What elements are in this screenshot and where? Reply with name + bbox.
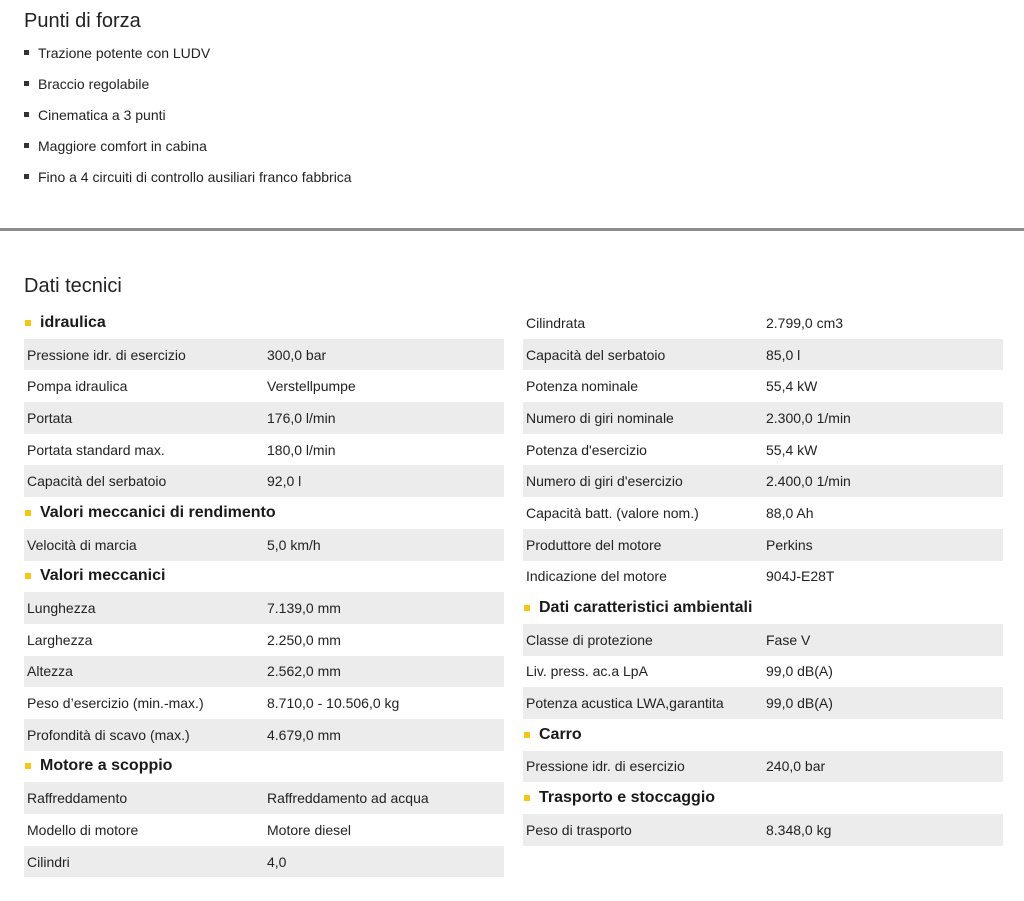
spec-value: 99,0 dB(A) <box>766 663 833 680</box>
tech-data-title: Dati tecnici <box>24 275 122 297</box>
spec-value: 2.562,0 mm <box>267 663 341 680</box>
spec-row <box>24 465 504 497</box>
spec-label: Portata standard max. <box>27 441 165 458</box>
spec-row <box>523 370 1003 402</box>
spec-value: Fase V <box>766 631 811 648</box>
spec-value: Raffreddamento ad acqua <box>267 790 429 807</box>
spec-row <box>523 624 1003 656</box>
spec-label: Potenza acustica LWA,garantita <box>526 695 724 712</box>
spec-section-heading <box>523 592 1003 624</box>
spec-row <box>24 434 504 466</box>
spec-value: Verstellpumpe <box>267 378 356 395</box>
section-marker-icon <box>25 763 31 769</box>
bullet-icon <box>24 174 29 179</box>
strength-item: Trazione potente con LUDV <box>24 40 352 71</box>
tech-data-right-column <box>523 307 1003 846</box>
spec-section-heading <box>24 497 504 529</box>
spec-row <box>523 751 1003 783</box>
bullet-icon <box>24 81 29 86</box>
spec-value: 55,4 kW <box>766 378 818 395</box>
spec-label: Produttore del motore <box>526 536 662 553</box>
spec-value: 88,0 Ah <box>766 504 814 521</box>
spec-row <box>523 687 1003 719</box>
section-title: Valori meccanici <box>40 567 166 585</box>
spec-section-heading <box>24 751 504 783</box>
spec-label: Velocità di marcia <box>27 536 137 553</box>
spec-row <box>523 814 1003 846</box>
spec-label: Numero di giri d'esercizio <box>526 473 683 490</box>
spec-row <box>24 624 504 656</box>
spec-label: Pressione idr. di esercizio <box>27 346 186 363</box>
section-marker-icon <box>25 573 31 579</box>
tech-data-left-column <box>24 307 504 877</box>
spec-value: 99,0 dB(A) <box>766 695 833 712</box>
spec-row <box>523 497 1003 529</box>
section-title: idraulica <box>40 313 106 331</box>
spec-label: Potenza nominale <box>526 378 639 395</box>
spec-label: Potenza d'esercizio <box>526 441 647 458</box>
section-title: Trasporto e stoccaggio <box>539 789 716 807</box>
spec-row <box>523 529 1003 561</box>
strength-item: Maggiore comfort in cabina <box>24 133 352 164</box>
spec-label: Cilindrata <box>526 314 586 331</box>
spec-label: Lunghezza <box>27 600 96 617</box>
spec-row <box>523 307 1003 339</box>
spec-label: Indicazione del motore <box>526 568 667 585</box>
spec-row <box>523 434 1003 466</box>
spec-label: Pressione idr. di esercizio <box>526 758 685 775</box>
spec-value: 180,0 l/min <box>267 441 336 458</box>
spec-value: 2.799,0 cm3 <box>766 314 844 331</box>
spec-value: 7.139,0 mm <box>267 600 341 617</box>
spec-row <box>24 656 504 688</box>
spec-row <box>24 529 504 561</box>
spec-row <box>24 687 504 719</box>
spec-value: 2.250,0 mm <box>267 631 341 648</box>
spec-value: 5,0 km/h <box>267 536 321 553</box>
spec-label: Modello di motore <box>27 821 139 838</box>
spec-label: Raffreddamento <box>27 790 128 807</box>
spec-row <box>24 814 504 846</box>
spec-value: 904J-E28T <box>766 568 835 585</box>
spec-value: 2.300,0 1/min <box>766 409 851 426</box>
strengths-title: Punti di forza <box>24 10 141 32</box>
spec-label: Peso d’esercizio (min.-max.) <box>27 695 204 712</box>
strength-item: Braccio regolabile <box>24 71 352 102</box>
spec-section-heading <box>523 719 1003 751</box>
spec-row <box>24 592 504 624</box>
strength-item: Cinematica a 3 punti <box>24 102 352 133</box>
section-marker-icon <box>25 510 31 516</box>
bullet-icon <box>24 50 29 55</box>
section-marker-icon <box>524 605 530 611</box>
spec-row <box>24 782 504 814</box>
spec-value: 85,0 l <box>766 346 801 363</box>
spec-value: 4.679,0 mm <box>267 726 341 743</box>
spec-label: Capacità batt. (valore nom.) <box>526 504 699 521</box>
spec-row <box>523 402 1003 434</box>
spec-value: 8.710,0 - 10.506,0 kg <box>267 695 400 712</box>
spec-value: 55,4 kW <box>766 441 818 458</box>
section-marker-icon <box>524 732 530 738</box>
spec-label: Capacità del serbatoio <box>526 346 666 363</box>
spec-section-heading <box>24 561 504 593</box>
spec-row <box>523 465 1003 497</box>
spec-row <box>24 370 504 402</box>
spec-label: Portata <box>27 409 73 426</box>
strength-item: Fino a 4 circuiti di controllo ausiliari franco fabbrica <box>24 164 352 195</box>
spec-row <box>24 719 504 751</box>
spec-value: Motore diesel <box>267 821 352 838</box>
spec-value: 8.348,0 kg <box>766 821 832 838</box>
spec-row <box>24 402 504 434</box>
spec-value: 2.400,0 1/min <box>766 473 851 490</box>
section-title: Dati caratteristici ambientali <box>539 599 753 617</box>
spec-label: Cilindri <box>27 853 70 870</box>
spec-label: Capacità del serbatoio <box>27 473 167 490</box>
section-title: Motore a scoppio <box>40 757 173 775</box>
spec-value: 300,0 bar <box>267 346 327 363</box>
spec-label: Peso di trasporto <box>526 821 632 838</box>
section-marker-icon <box>25 320 31 326</box>
spec-label: Profondità di scavo (max.) <box>27 726 190 743</box>
spec-row <box>523 339 1003 371</box>
spec-row <box>523 561 1003 593</box>
section-marker-icon <box>524 795 530 801</box>
spec-row <box>24 339 504 371</box>
section-title: Carro <box>539 725 582 743</box>
spec-row <box>523 656 1003 688</box>
spec-value: Perkins <box>766 536 813 553</box>
spec-label: Larghezza <box>27 631 93 648</box>
strengths-list <box>24 40 352 195</box>
spec-section-heading <box>523 782 1003 814</box>
spec-value: 176,0 l/min <box>267 409 336 426</box>
spec-label: Numero di giri nominale <box>526 409 674 426</box>
spec-label: Altezza <box>27 663 73 680</box>
section-divider <box>0 228 1024 231</box>
section-title: Valori meccanici di rendimento <box>40 503 276 521</box>
spec-row <box>24 846 504 878</box>
bullet-icon <box>24 143 29 148</box>
spec-label: Classe di protezione <box>526 631 653 648</box>
spec-section-heading <box>24 307 504 339</box>
spec-label: Liv. press. ac.a LpA <box>526 663 648 680</box>
spec-value: 92,0 l <box>267 473 302 490</box>
spec-label: Pompa idraulica <box>27 378 128 395</box>
bullet-icon <box>24 112 29 117</box>
spec-value: 4,0 <box>267 853 287 870</box>
spec-value: 240,0 bar <box>766 758 826 775</box>
